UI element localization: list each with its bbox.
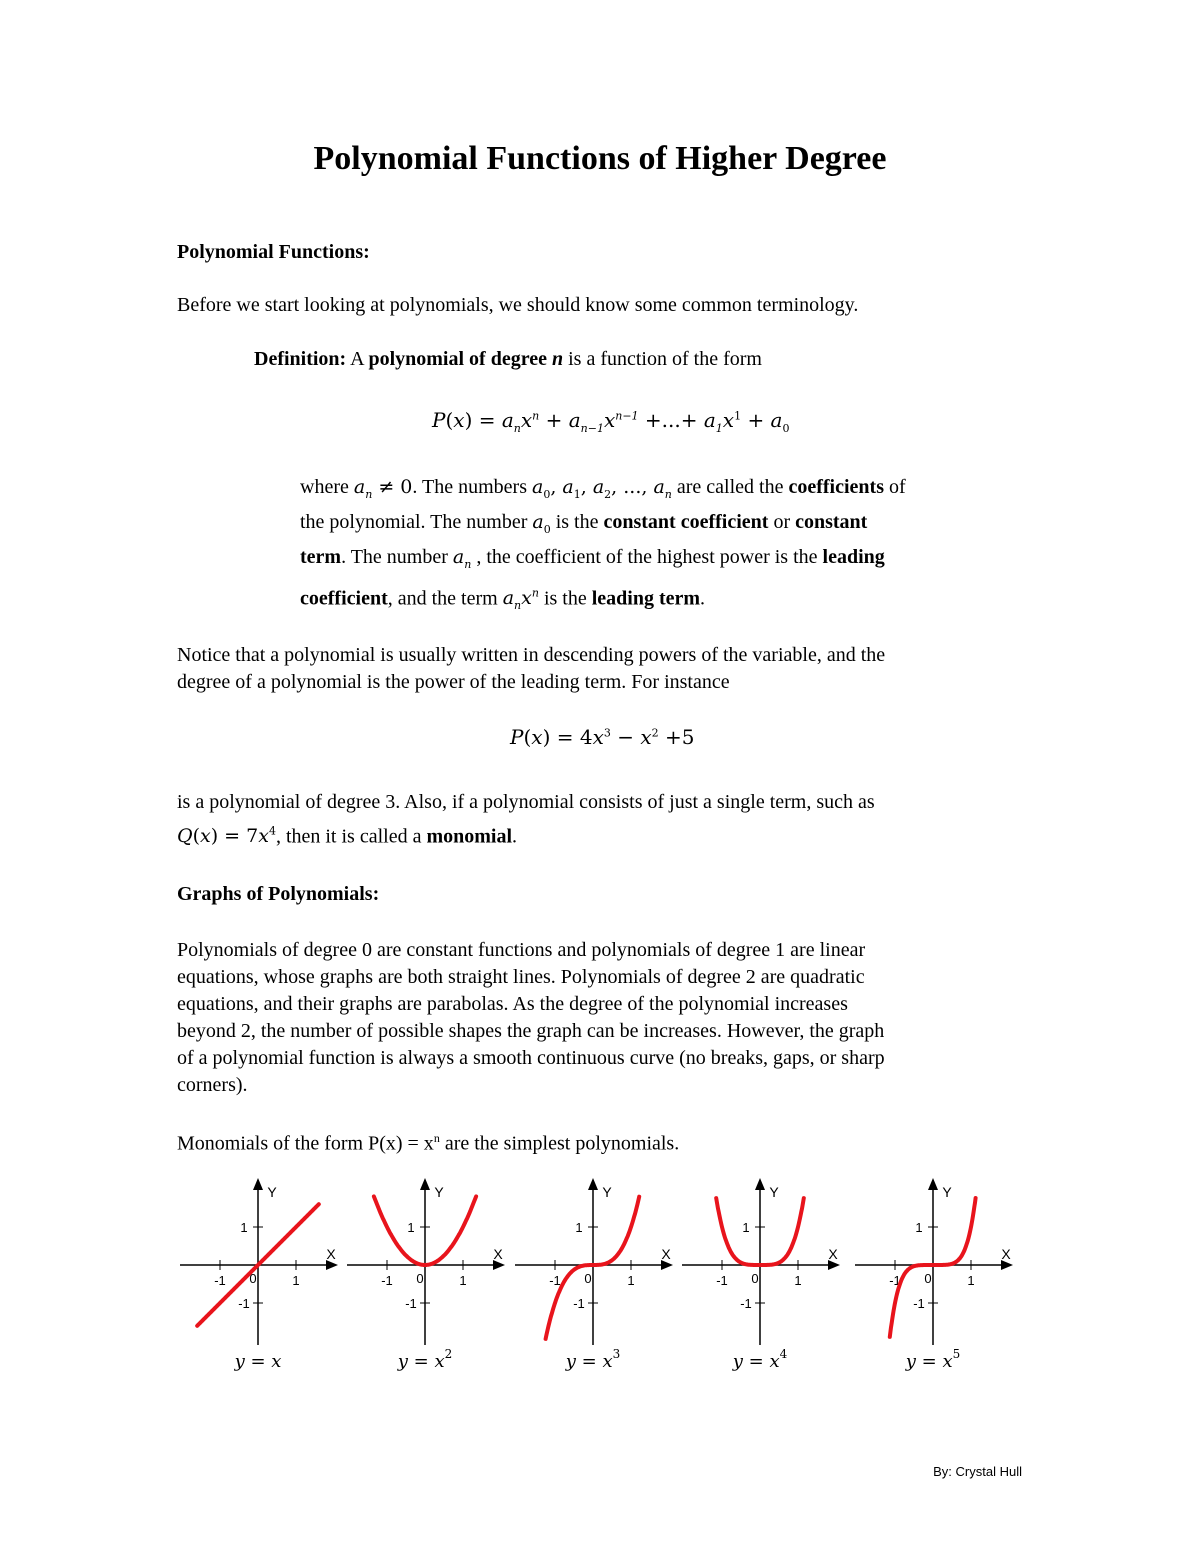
caption-base-1: y = x xyxy=(234,1351,282,1372)
monomial-graphs xyxy=(0,1175,1200,1390)
definition-where-line-1: where $a_n \ne 0$. The numbers $a_0$, $a_1$, $a_2$, ..., $a_n$ are called the coefficients of xyxy=(300,476,906,501)
y-axis-arrow-5 xyxy=(928,1178,938,1190)
x-axis-label-2: X xyxy=(493,1246,503,1262)
origin-label-1: 0 xyxy=(249,1271,257,1286)
degree-3-line: is a polynomial of degree 3. Also, if a polynomial consists of just a single term, such as xyxy=(177,791,875,813)
x-axis-label-4: X xyxy=(828,1246,838,1262)
x-tick-label-pos-3: 1 xyxy=(627,1273,635,1288)
caption-exponent-5: 5 xyxy=(952,1347,961,1361)
footer-author: By: Crystal Hull xyxy=(933,1464,1022,1479)
caption-4 xyxy=(732,1347,788,1372)
monomials-line: Monomials of the form $P(x) = x^n$ are the simplest polynomials. xyxy=(177,1131,680,1155)
x-tick-label-pos-5: 1 xyxy=(967,1273,975,1288)
x-axis-label-5: X xyxy=(1001,1246,1011,1262)
definition-rest: is a function of the form xyxy=(568,348,762,370)
definition-label: Definition: xyxy=(254,348,347,370)
x-axis-label-3: X xyxy=(661,1246,671,1262)
x-tick-label-pos-2: 1 xyxy=(459,1273,467,1288)
definition-a: A xyxy=(350,348,364,370)
origin-label-4: 0 xyxy=(751,1271,759,1286)
caption-base-3: y = x xyxy=(565,1351,613,1372)
intro-paragraph: Before we start looking at polynomials, we should know some common terminology. xyxy=(177,294,859,316)
section-heading-polynomial-functions: Polynomial Functions: xyxy=(177,241,370,263)
y-axis-label-2: Y xyxy=(434,1184,444,1200)
caption-base-5: y = x xyxy=(905,1351,953,1372)
y-axis-arrow-1 xyxy=(253,1178,263,1190)
y-tick-label-neg-3: -1 xyxy=(573,1296,585,1311)
origin-label-2: 0 xyxy=(416,1271,424,1286)
notice-paragraph: Notice that a polynomial is usually written in descending powers of the variable, and the degree of a polynomial is the power of the leading term. For instance xyxy=(177,644,886,693)
x-tick-label-neg-1: -1 xyxy=(214,1273,226,1288)
y-tick-label-pos-5: 1 xyxy=(915,1220,923,1235)
caption-3 xyxy=(565,1347,621,1372)
x-tick-label-pos-1: 1 xyxy=(292,1273,300,1288)
polynomial-general-equation: $P(x) = a_nx^n + a_{n-1}x^{n-1}$ +...+ $a_1x^1 + a_0$ xyxy=(432,408,790,435)
section-heading-graphs: Graphs of Polynomials: xyxy=(177,883,380,905)
x-tick-label-neg-3: -1 xyxy=(549,1273,561,1288)
caption-exponent-3: 3 xyxy=(612,1347,621,1361)
example-equation: $P(x) = 4x^3 - x^2 +5$ xyxy=(510,725,695,749)
caption-2 xyxy=(397,1347,453,1372)
y-tick-label-neg-2: -1 xyxy=(405,1296,417,1311)
x-tick-label-neg-4: -1 xyxy=(716,1273,728,1288)
origin-label-3: 0 xyxy=(584,1271,592,1286)
x-axis-label-1: X xyxy=(326,1246,336,1262)
caption-exponent-4: 4 xyxy=(779,1347,788,1361)
x-tick-label-neg-2: -1 xyxy=(381,1273,393,1288)
y-tick-label-neg-5: -1 xyxy=(913,1296,925,1311)
caption-base-4: y = x xyxy=(732,1351,780,1372)
definition-line xyxy=(254,346,762,373)
definition-n: n xyxy=(551,348,564,370)
definition-where-line-4: coefficient, and the term $a_nx^n$ is the leading term. xyxy=(300,587,706,613)
definition-where-line-2: the polynomial. The number $a_0$ is the constant coefficient or constant xyxy=(300,511,868,536)
y-axis-arrow-3 xyxy=(588,1178,598,1190)
origin-label-5: 0 xyxy=(924,1271,932,1286)
y-tick-label-pos-2: 1 xyxy=(407,1220,415,1235)
caption-5 xyxy=(905,1347,961,1372)
y-axis-label-4: Y xyxy=(769,1184,779,1200)
caption-base-2: y = x xyxy=(397,1351,445,1372)
y-axis-arrow-4 xyxy=(755,1178,765,1190)
y-axis-label-3: Y xyxy=(602,1184,612,1200)
caption-exponent-2: 2 xyxy=(444,1347,453,1361)
page-title: Polynomial Functions of Higher Degree xyxy=(313,140,887,177)
x-tick-label-neg-5: -1 xyxy=(889,1273,901,1288)
y-tick-label-pos-4: 1 xyxy=(742,1220,750,1235)
y-tick-label-neg-4: -1 xyxy=(740,1296,752,1311)
definition-term: polynomial of degree xyxy=(368,348,547,370)
y-tick-label-neg-1: -1 xyxy=(238,1296,250,1311)
x-tick-label-pos-4: 1 xyxy=(794,1273,802,1288)
y-axis-arrow-2 xyxy=(420,1178,430,1190)
graphs-paragraph: Polynomials of degree 0 are constant functions and polynomials of degree 1 are linear equations, whose graphs are both straight lines. Polynomials of degree 2 are quadratic equations, and their graphs are parabolas. As the degree of the polynomial increases beyond 2, the number of possible shapes the graph can be increases. However, the graph of a polynomial function is always a smooth continuous curve (no breaks, gaps, or sharp corners). xyxy=(177,939,885,1096)
y-tick-label-pos-3: 1 xyxy=(575,1220,583,1235)
monomial-line: $Q(x) = 7x^4$, then it is called a monomial. xyxy=(177,825,518,848)
y-axis-label-1: Y xyxy=(267,1184,277,1200)
y-tick-label-pos-1: 1 xyxy=(240,1220,248,1235)
caption-1 xyxy=(234,1351,282,1372)
definition-where-line-3: term. The number $a_n$ , the coefficient of the highest power is the leading xyxy=(300,546,885,571)
y-axis-label-5: Y xyxy=(942,1184,952,1200)
